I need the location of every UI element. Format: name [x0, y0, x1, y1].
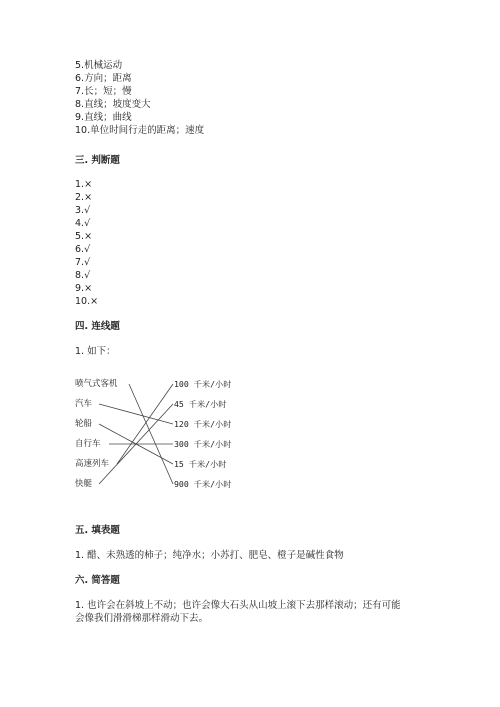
judgement-item: 1.× [75, 179, 93, 190]
judgement-item: 7.√ [75, 257, 91, 268]
judgement-item: 10.× [75, 296, 99, 307]
speed-label: 120 千米/小时 [174, 419, 232, 429]
section6-answer: 1. 也许会在斜坡上不动；也许会像大石头从山坡上滚下去那样滚动；还有可能会像我们滑滑梯那样滑动下去。 [75, 600, 401, 624]
speed-label: 15 千米/小时 [174, 459, 227, 469]
answer-item: 5.机械运动 [75, 60, 123, 71]
section5-title: 五. 填表题 [75, 525, 120, 536]
answer-document [75, 59, 475, 624]
speed-label: 45 千米/小时 [174, 399, 227, 409]
section3-title: 三. 判断题 [75, 155, 120, 166]
section2-answer-list [75, 59, 475, 137]
judgement-item: 9.× [75, 283, 93, 294]
vehicle-label: 高速列车 [75, 459, 110, 469]
section4-title: 四. 连线题 [75, 321, 120, 332]
section5-answer: 1. 醋、未熟透的柿子；纯净水；小苏打、肥皂、橙子是碱性食物 [75, 550, 344, 561]
judgement-answer-list [75, 178, 98, 308]
answer-item: 6.方向；距离 [75, 73, 132, 84]
matching-line [129, 384, 173, 484]
matching-intro: 1. 如下： [75, 346, 116, 357]
judgement-item: 6.√ [75, 244, 91, 255]
vehicle-label: 自行车 [75, 439, 101, 449]
judgement-item: 2.× [75, 192, 93, 203]
answer-item: 10.单位时间行走的距离；速度 [75, 125, 205, 136]
vehicle-label: 快艇 [75, 479, 93, 489]
matching-line [117, 384, 173, 464]
section6-title: 六. 简答题 [75, 575, 120, 586]
answer-item: 7.长；短；慢 [75, 86, 132, 97]
matching-diagram [75, 374, 275, 494]
vehicle-label: 轮船 [75, 419, 93, 429]
judgement-item: 3.√ [75, 205, 91, 216]
speed-label: 300 千米/小时 [174, 439, 232, 449]
speed-label: 900 千米/小时 [174, 479, 232, 489]
vehicle-label: 汽车 [75, 399, 93, 409]
speed-label: 100 千米/小时 [174, 379, 232, 389]
answer-item: 8.直线；坡度变大 [75, 99, 151, 110]
answer-item: 9.直线；曲线 [75, 112, 132, 123]
judgement-item: 4.√ [75, 218, 91, 229]
vehicle-label: 喷气式客机 [75, 379, 118, 389]
judgement-item: 8.√ [75, 270, 91, 281]
matching-line [99, 404, 173, 424]
judgement-item: 5.× [75, 231, 93, 242]
matching-lines [75, 374, 275, 494]
